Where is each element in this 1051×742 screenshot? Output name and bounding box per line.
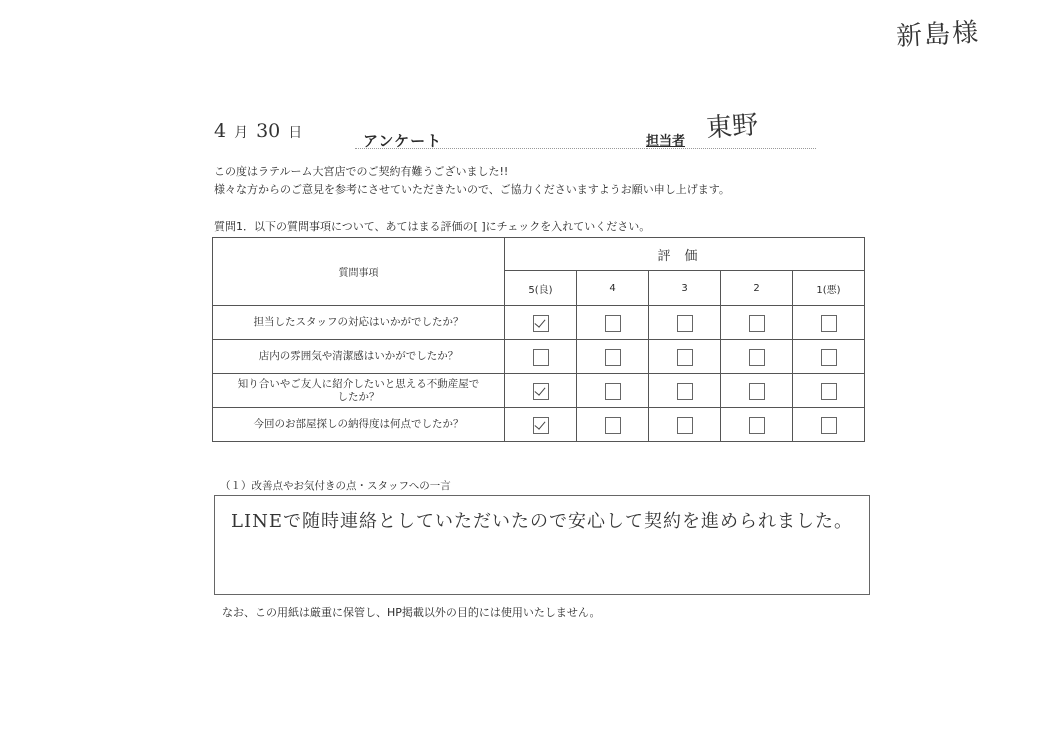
score-header-4: 4 [577,271,649,306]
rating-table [212,237,865,442]
question-recommend-line-1: 知り合いやご友人に紹介したいと思える不動産屋で [237,377,480,390]
table-row [213,408,865,442]
checkbox[interactable] [605,417,621,434]
checkbox[interactable] [533,349,549,366]
comment-text: LINEで随時連絡としていただいたので安心して契約を進められました。 [231,511,853,532]
checkbox[interactable] [677,349,693,366]
date-day: 30 [256,120,281,142]
checkbox[interactable] [533,383,549,400]
checkbox[interactable] [677,315,693,332]
checkbox[interactable] [749,417,765,434]
score-header-2: 2 [721,271,793,306]
intro-line-1: この度はラテルーム大宮店でのご契約有難うございました!! [214,165,509,178]
question-staff-service: 担当したスタッフの対応はいかがでしたか？ [213,306,505,340]
date-month-label: 月 [234,125,249,141]
footer-note: なお、この用紙は厳重に保管し、HP掲載以外の目的には使用いたしません。 [222,606,601,619]
survey-title: アンケート [363,132,443,150]
checkbox[interactable] [821,417,837,434]
checkbox[interactable] [533,315,549,332]
question-satisfaction: 今回のお部屋探しの納得度は何点でしたか？ [213,408,505,442]
date-day-label: 日 [288,125,303,141]
staff-label: 担当者 [646,134,686,149]
checkbox[interactable] [533,417,549,434]
header-question-item: 質問事項 [213,238,505,306]
checkbox[interactable] [821,315,837,332]
customer-name: 新島様 [895,17,981,53]
table-row [213,306,865,340]
checkbox[interactable] [821,349,837,366]
header-evaluation: 評価 [505,238,865,271]
checkbox[interactable] [677,383,693,400]
checkbox[interactable] [749,383,765,400]
date-month: 4 [214,120,227,142]
checkbox[interactable] [677,417,693,434]
question1-instruction: 質問1．以下の質問事項について、あてはまる評価の[ ]にチェックを入れていください。 [214,220,651,233]
checkbox[interactable] [821,383,837,400]
survey-date [214,120,310,142]
staff-underline [646,148,816,149]
score-header-5: 5(良) [505,271,577,306]
table-row [213,374,865,408]
checkbox[interactable] [605,349,621,366]
question-recommend [213,374,505,408]
question-recommend-line-2: したか？ [337,390,380,403]
score-header-1: 1(悪) [793,271,865,306]
intro-line-2: 様々な方からのご意見を参考にさせていただきたいので、ご協力くださいますようお願い申し上げます。 [214,183,730,196]
comment-label: （１）改善点やお気付きの点・スタッフへの一言 [220,480,451,492]
title-underline [355,148,645,149]
checkbox[interactable] [749,349,765,366]
score-header-3: 3 [649,271,721,306]
table-row [213,340,865,374]
staff-name: 東野 [705,110,760,144]
checkbox[interactable] [749,315,765,332]
checkbox[interactable] [605,315,621,332]
checkbox[interactable] [605,383,621,400]
question-store-atmosphere: 店内の雰囲気や清潔感はいかがでしたか？ [213,340,505,374]
